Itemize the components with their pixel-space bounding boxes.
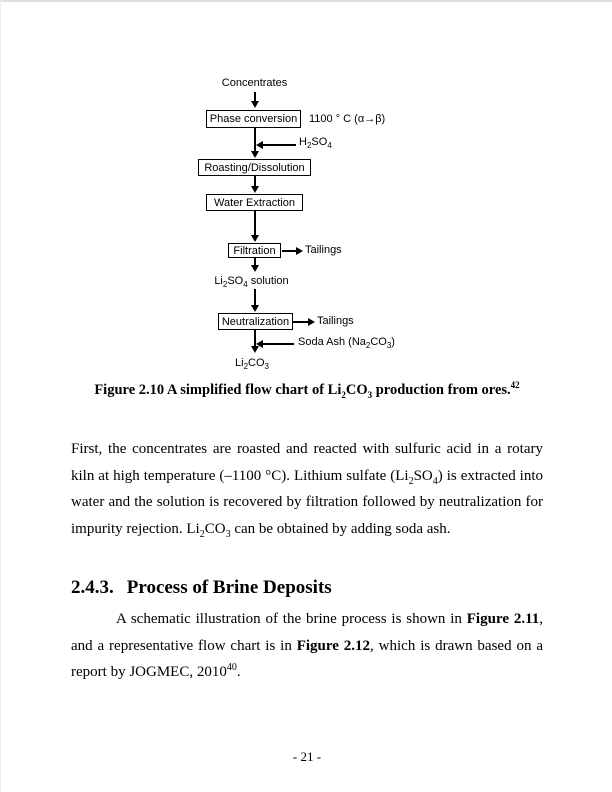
flow-node-concentrates: Concentrates xyxy=(221,77,288,89)
subscript: 2 xyxy=(408,475,414,487)
subscript: 3 xyxy=(225,528,231,540)
flow-label-h2so4 xyxy=(299,136,332,150)
subscript: 4 xyxy=(432,475,438,487)
text-run: H xyxy=(299,136,307,148)
page-number: - 21 - xyxy=(292,749,322,764)
subscript: 3 xyxy=(264,362,269,372)
paragraph-brine-intro xyxy=(71,606,543,686)
flow-annotation-temperature: 1100 ° C (α→β) xyxy=(309,113,386,125)
text-run: CO xyxy=(370,336,387,348)
flow-box-label: Phase conversion xyxy=(209,113,298,125)
flow-label-soda-ash xyxy=(298,336,395,350)
text-run: Li xyxy=(235,357,244,369)
section-number: 2.4.3. xyxy=(71,577,114,598)
flow-line-h2so4-feed xyxy=(259,144,296,146)
text-run: CO xyxy=(345,382,368,398)
section-title: Process of Brine Deposits xyxy=(126,577,332,598)
arrowhead-right-icon xyxy=(296,247,303,255)
figure-reference: Figure 2.12 xyxy=(296,637,371,654)
paragraph-ore-process xyxy=(71,436,543,542)
flow-box-phase-conversion xyxy=(206,110,301,128)
text-run: ) is extracted into water and the solution is recovered by filtration followed by neutralization for impurity rejection. Li xyxy=(71,467,544,537)
flow-node-li2co3 xyxy=(221,357,283,371)
citation-superscript: 40 xyxy=(226,662,237,673)
flow-line-filtration-tailings xyxy=(282,250,297,252)
subscript: 2 xyxy=(341,389,346,400)
text-run: A schematic illustration of the brine process is shown in xyxy=(116,611,467,627)
text-run: Soda Ash (Na xyxy=(298,336,366,348)
flow-box-label: Filtration xyxy=(233,244,276,257)
text-run: . xyxy=(236,664,241,680)
flow-box-label: Roasting/Dissolution xyxy=(204,161,305,174)
flow-node-li2so4-solution xyxy=(196,275,307,289)
text-run: can be obtained by adding soda ash. xyxy=(230,520,451,537)
figure-caption xyxy=(1,382,612,399)
text-run: production from ores. xyxy=(372,382,511,398)
text-run: Li xyxy=(214,275,223,287)
arrowhead-down-icon xyxy=(251,265,259,272)
arrowhead-down-icon xyxy=(251,235,259,242)
subscript: 2 xyxy=(243,362,249,372)
subscript: 3 xyxy=(386,341,392,351)
figure-reference: Figure 2.11 xyxy=(466,611,540,627)
flow-box-label: Neutralization xyxy=(221,315,290,328)
text-run: , which is drawn based on a report by JOGMEC, 2010 xyxy=(71,637,543,680)
arrowhead-right-icon xyxy=(308,318,315,326)
subscript: 2 xyxy=(365,341,371,351)
subscript: 2 xyxy=(199,528,205,540)
subscript: 4 xyxy=(327,141,332,151)
flow-line-solution-neutralization xyxy=(254,289,256,306)
flow-line-water-filtration xyxy=(254,211,256,236)
text-run: Figure 2.10 A simplified flow chart of Li xyxy=(94,382,342,398)
arrowhead-down-icon xyxy=(251,151,259,158)
flow-line-neutralization-tailings xyxy=(293,321,309,323)
text-run: SO xyxy=(311,136,328,148)
text-run: CO xyxy=(248,357,265,369)
arrowhead-down-icon xyxy=(251,101,259,108)
text-run: solution xyxy=(247,275,289,287)
arrowhead-down-icon xyxy=(251,305,259,312)
flow-box-roasting-dissolution xyxy=(198,159,311,176)
text-run: , and a representative flow chart is in xyxy=(71,611,543,654)
text-run: ) xyxy=(391,336,395,348)
subscript: 3 xyxy=(367,389,373,400)
subscript: 4 xyxy=(243,280,248,290)
section-heading xyxy=(71,577,332,599)
flow-box-filtration xyxy=(228,243,281,258)
arrowhead-left-icon xyxy=(256,340,263,348)
flow-box-label: Water Extraction xyxy=(214,196,295,209)
flow-box-water-extraction xyxy=(206,194,303,211)
flow-box-neutralization xyxy=(218,313,293,330)
text-run: First, the concentrates are roasted and reacted with sulfuric acid in a rotary kiln at high temperature (–1100 °C). Lithium sulfate (Li xyxy=(71,441,543,484)
subscript: 2 xyxy=(306,141,312,151)
flow-line-sodaash-feed xyxy=(259,343,294,345)
text-run: SO xyxy=(413,467,433,484)
subscript: 2 xyxy=(222,280,228,290)
flow-label-tailings-1: Tailings xyxy=(305,244,342,256)
arrowhead-left-icon xyxy=(256,141,263,149)
citation-superscript: 42 xyxy=(510,380,520,391)
arrowhead-down-icon xyxy=(251,186,259,193)
text-run: SO xyxy=(227,275,244,287)
text-run: CO xyxy=(204,520,226,537)
flow-label-tailings-2: Tailings xyxy=(317,315,354,327)
